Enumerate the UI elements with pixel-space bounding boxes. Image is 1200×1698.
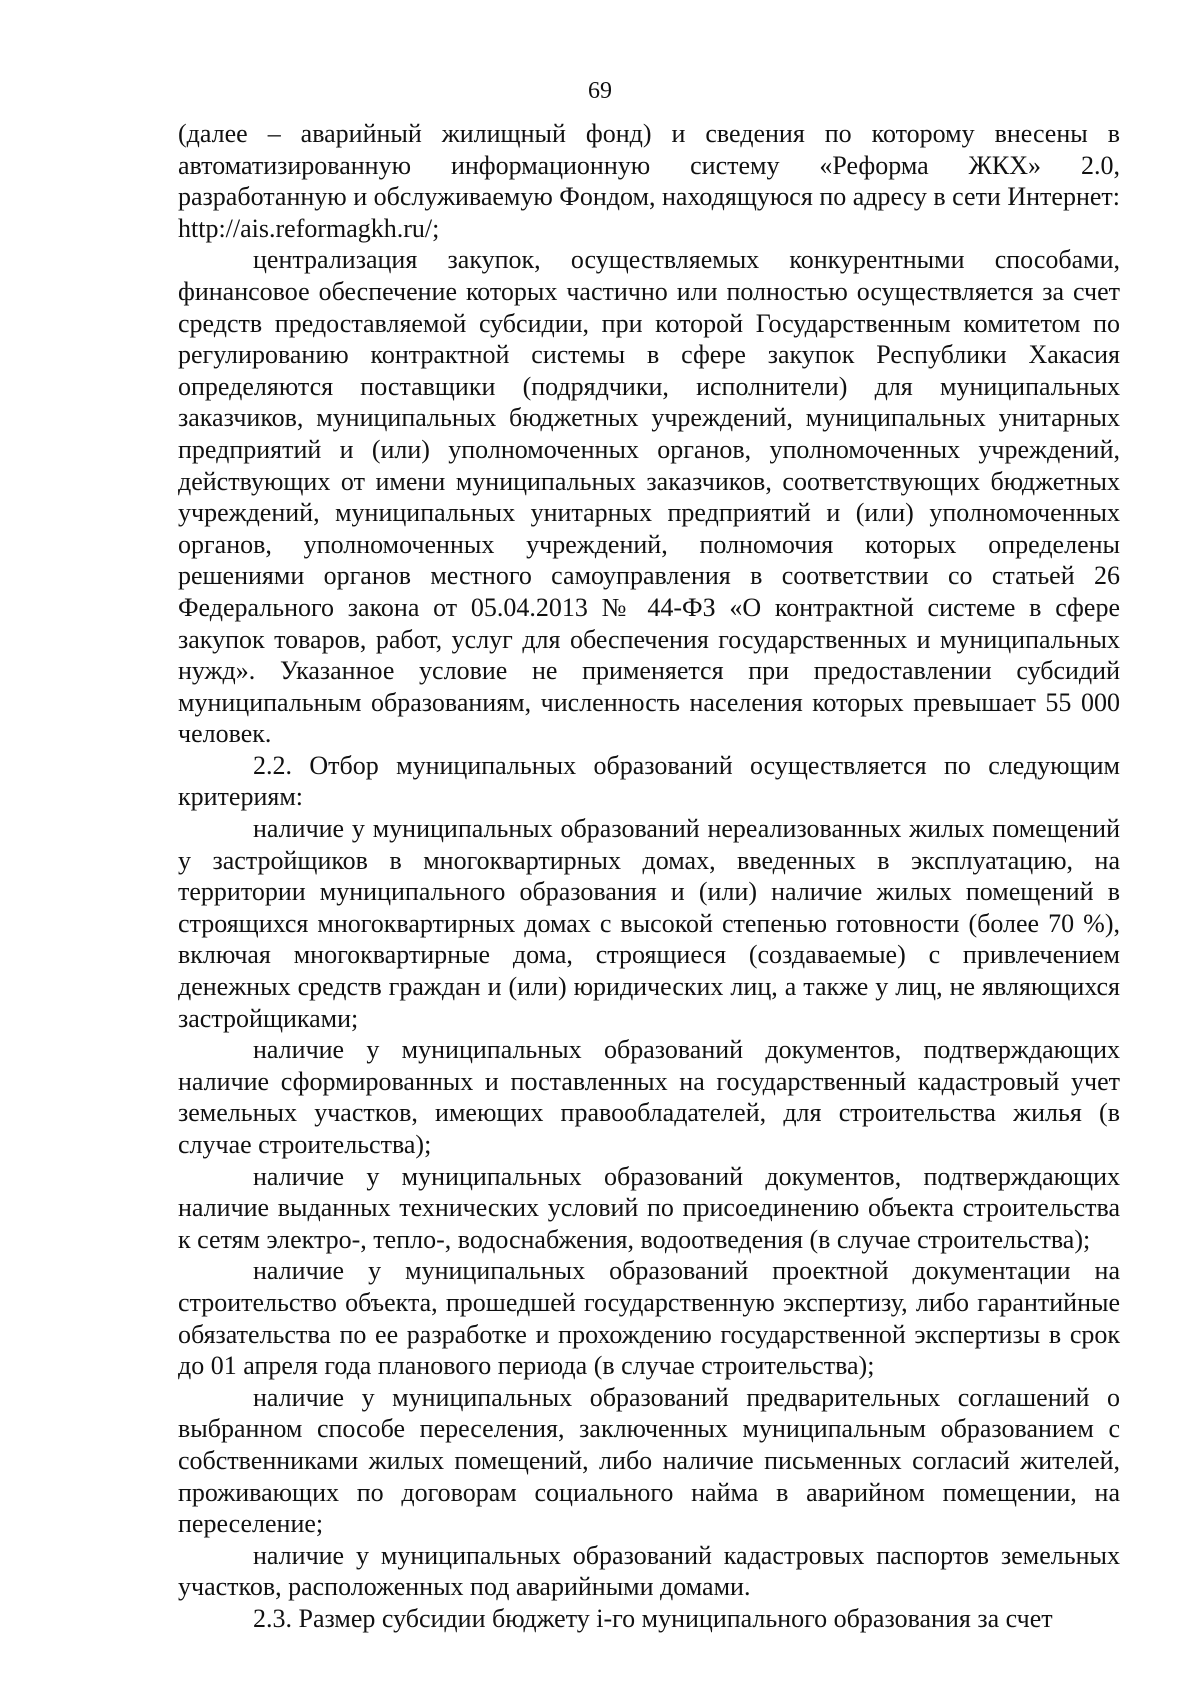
paragraph-criterion-cadastral-passports: наличие у муниципальных образований кадастровых паспортов земельных участков, расположенных под аварийными домами. — [178, 1540, 1120, 1602]
paragraph-criterion-technical-conditions: наличие у муниципальных образований документов, подтверждающих наличие выданных технических условий по присоединению объекта строительства к сетям электро-, тепло-, водоснабжения, водоотведения (в случае строительства); — [178, 1161, 1120, 1254]
paragraph-criterion-resettlement-agreements: наличие у муниципальных образований предварительных соглашений о выбранном способе переселения, заключенных муниципальным образованием с собственниками жилых помещений, либо наличие письменных согласий жителей, проживающих по договорам социального найма в аварийном помещении, на переселение; — [178, 1382, 1120, 1539]
paragraph-procurement-centralization: централизация закупок, осуществляемых конкурентными способами, финансовое обеспечение которых частично или полностью осуществляется за счет средств предоставляемой субсидии, при которой Государственным комитетом по регулированию контрактной системы в сфере закупок Республики Хакасия определяются поставщики (подрядчики, исполнители) для муниципальных заказчиков, муниципальных бюджетных учреждений, муниципальных унитарных предприятий и (или) уполномоченных органов, уполномоченных учреждений, действующих от имени муниципальных заказчиков, соответствующих бюджетных учреждений, муниципальных унитарных предприятий и (или) уполномоченных органов, уполномоченных учреждений, полномочия которых определены решениями органов местного самоуправления в соответствии со статьей 26 Федерального закона от 05.04.2013 № 44-ФЗ «О контрактной системе в сфере закупок товаров, работ, услуг для обеспечения государственных и муниципальных нужд». Указанное условие не применяется при предоставлении субсидий муниципальным образованиям, численность населения которых превышает 55 000 человек. — [178, 245, 1120, 749]
document-body — [178, 118, 1120, 1635]
paragraph-section-2-2: 2.2. Отбор муниципальных образований осуществляется по следующим критериям: — [178, 750, 1120, 812]
paragraph-criterion-land-plots: наличие у муниципальных образований документов, подтверждающих наличие сформированных и поставленных на государственный кадастровый учет земельных участков, имеющих правообладателей, для строительства жилья (в случае строительства); — [178, 1035, 1120, 1159]
paragraph-criterion-unsold-housing: наличие у муниципальных образований нереализованных жилых помещений у застройщиков в многоквартирных домах, введенных в эксплуатацию, на территории муниципального образования и (или) наличие жилых помещений в строящихся многоквартирных домах с высокой степенью готовности (более 70 %), включая многоквартирные дома, строящиеся (создаваемые) с привлечением денежных средств граждан и (или) юридических лиц, а также у лиц, не являющихся застройщиками; — [178, 814, 1120, 1033]
paragraph-criterion-project-documentation: наличие у муниципальных образований проектной документации на строительство объекта, прошедшей государственную экспертизу, либо гарантийные обязательства по ее разработке и прохождению государственной экспертизы в срок до 01 апреля года планового периода (в случае строительства); — [178, 1256, 1120, 1381]
paragraph-emergency-housing-fund: (далее – аварийный жилищный фонд) и сведения по которому внесены в автоматизированную информационную систему «Реформа ЖКХ» 2.0, разработанную и обслуживаемую Фондом, находящуюся по адресу в сети Интернет: http://ais.reformagkh.ru/; — [178, 119, 1120, 243]
page-number: 69 — [588, 78, 612, 104]
paragraph-section-2-3: 2.3. Размер субсидии бюджету i-го муниципального образования за счет — [253, 1603, 1053, 1633]
